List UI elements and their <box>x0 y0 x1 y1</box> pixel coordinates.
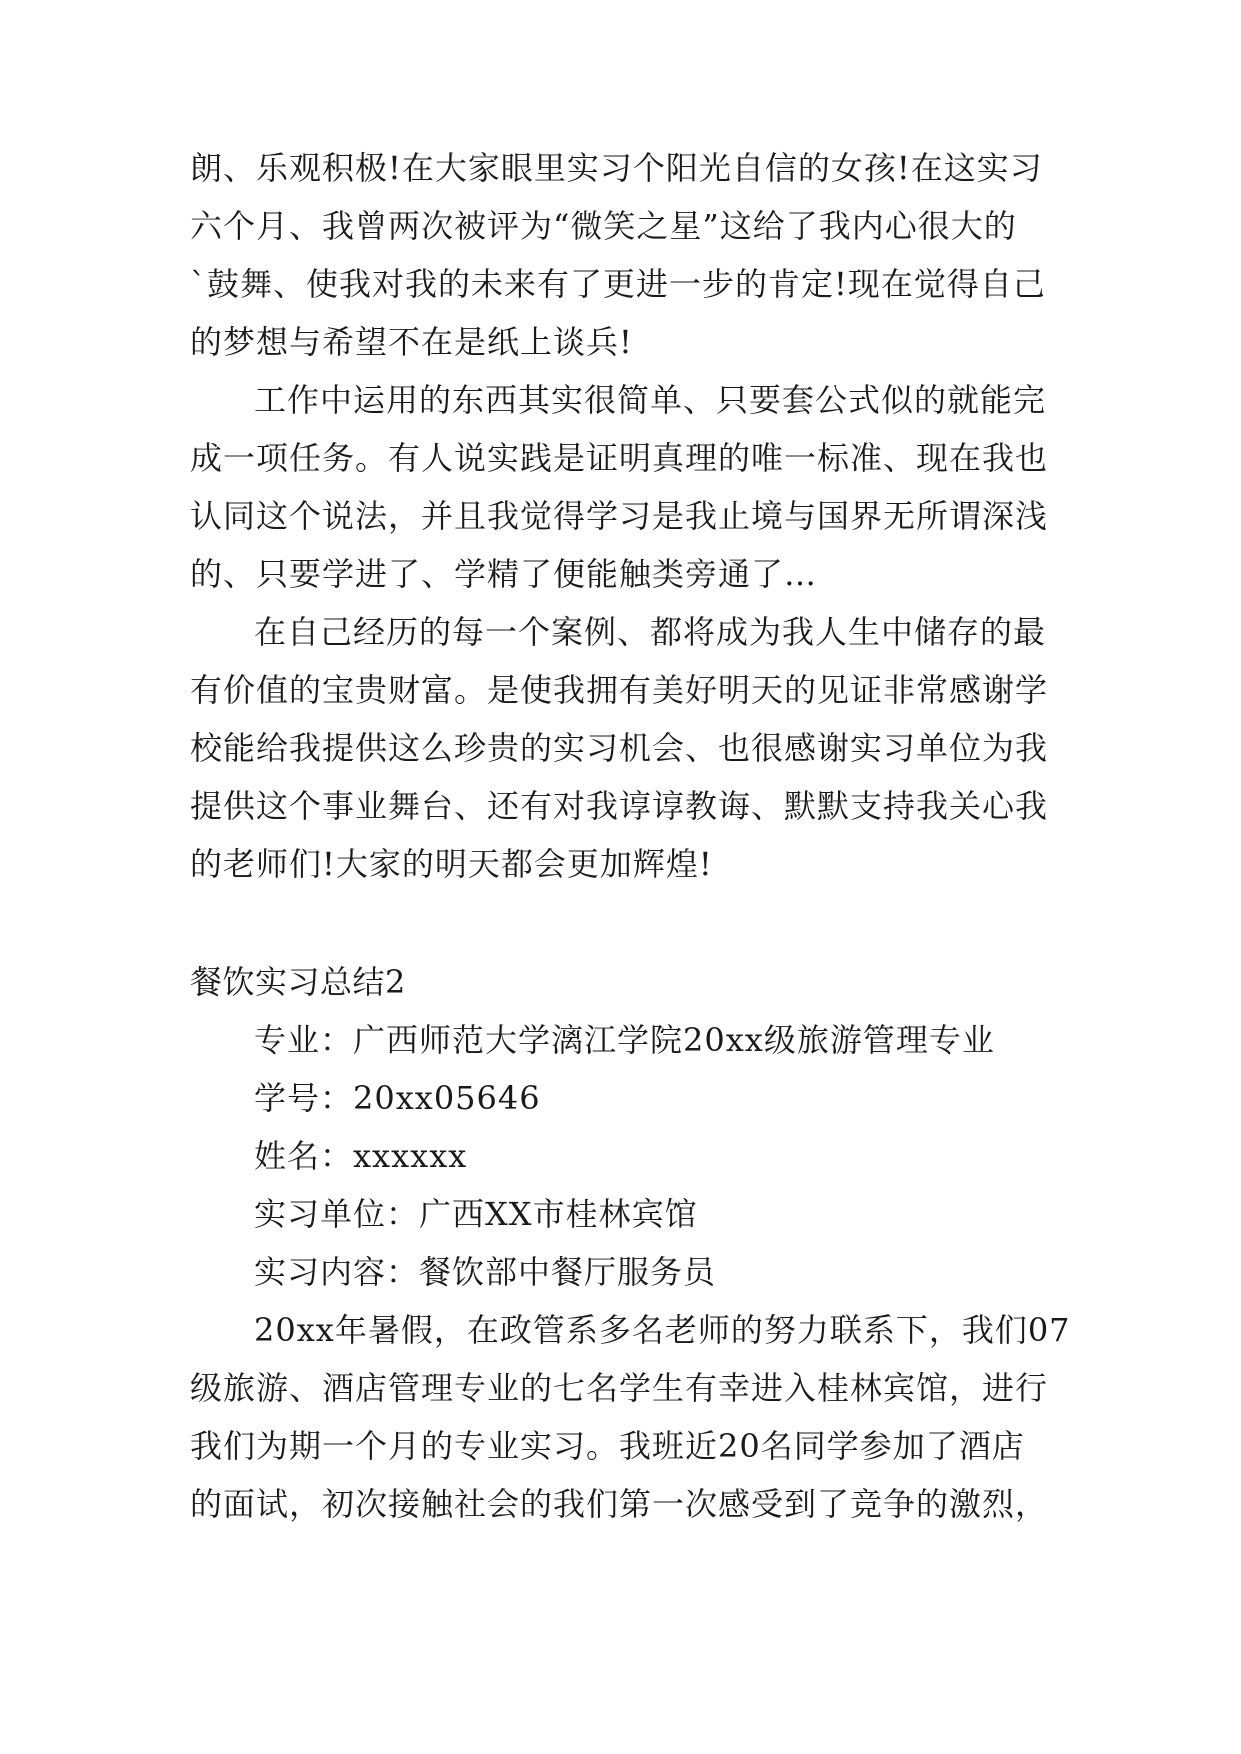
paragraph-line: 校能给我提供这么珍贵的实习机会、也很感谢实习单位为我 <box>190 729 1049 767</box>
paragraph-line: 成一项任务。有人说实践是证明真理的唯一标准、现在我也 <box>190 439 1049 477</box>
paragraph-line: 的梦想与希望不在是纸上谈兵! <box>190 323 633 361</box>
paragraph-line: 的面试，初次接触社会的我们第一次感受到了竞争的激烈， <box>190 1485 1049 1523</box>
info-line-student-id: 学号：20xx05646 <box>254 1079 541 1117</box>
paragraph-line: 我们为期一个月的专业实习。我班近20名同学参加了酒店 <box>190 1427 1025 1465</box>
paragraph-line: 六个月、我曾两次被评为“微笑之星”这给了我内心很大的 <box>190 207 1017 245</box>
paragraph-line: `鼓舞、使我对我的未来有了更进一步的肯定!现在觉得自己 <box>190 265 1046 303</box>
paragraph-line: 在自己经历的每一个案例、都将成为我人生中储存的最 <box>254 613 1047 651</box>
paragraph-line: 朗、乐观积极!在大家眼里实习个阳光自信的女孩!在这实习 <box>190 149 1043 187</box>
paragraph-line: 20xx年暑假，在政管系多名老师的努力联系下，我们07 <box>254 1311 1071 1349</box>
paragraph-line: 提供这个事业舞台、还有对我谆谆教诲、默默支持我关心我 <box>190 787 1049 825</box>
paragraph-line: 工作中运用的东西其实很简单、只要套公式似的就能完 <box>254 381 1047 419</box>
info-line-name: 姓名：xxxxxx <box>254 1137 468 1175</box>
section-heading: 餐饮实习总结2 <box>190 963 406 1001</box>
paragraph-line: 的老师们!大家的明天都会更加辉煌! <box>190 845 713 883</box>
paragraph-line: 的、只要学进了、学精了便能触类旁通了… <box>190 555 818 593</box>
paragraph-line: 认同这个说法，并且我觉得学习是我止境与国界无所谓深浅 <box>190 497 1049 535</box>
info-line-content: 实习内容：餐饮部中餐厅服务员 <box>254 1253 717 1291</box>
paragraph-line: 有价值的宝贵财富。是使我拥有美好明天的见证非常感谢学 <box>190 671 1049 709</box>
info-line-major: 专业：广西师范大学漓江学院20xx级旅游管理专业 <box>254 1021 995 1059</box>
paragraph-line: 级旅游、酒店管理专业的七名学生有幸进入桂林宾馆，进行 <box>190 1369 1049 1407</box>
info-line-unit: 实习单位：广西XX市桂林宾馆 <box>254 1195 698 1233</box>
